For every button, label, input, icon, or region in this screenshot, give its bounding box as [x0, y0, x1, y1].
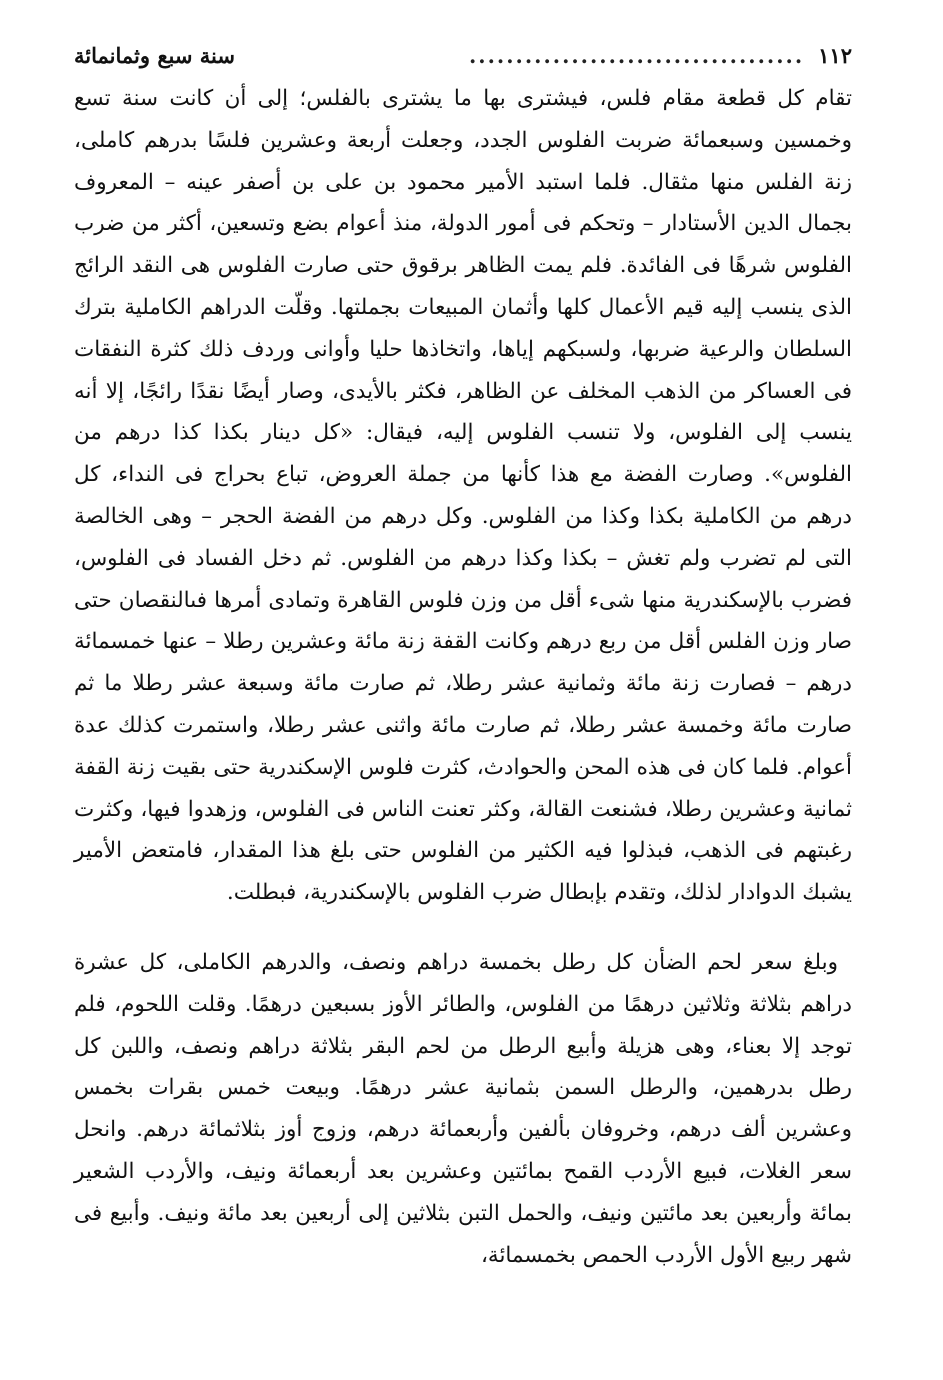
body-paragraph-1: تقام كل قطعة مقام فلس، فيشترى بها ما يشترى بالفلس؛ إلى أن كانت سنة تسع وخمسين وسبعمائة ضربت الفلوس الجدد، وجعلت أربعة وعشرين فلسًا بدرهم كاملى، زنة الفلس منها مثقال. فلما استبد الأمير محمود بن على بن أصفر عينه – المعروف بجمال الدين الأستادار – وتحكم فى أمور الدولة، منذ أعوام بضع وتسعين، أكثر من ضرب الفلوس شرهًا فى الفائدة. فلم يمت الظاهر برقوق حتى صارت الفلوس هى النقد الرائج الذى ينسب إليه قيم الأعمال كلها وأثمان المبيعات بجملتها. وقلّت الدراهم الكاملية بترك السلطان والرعية ضربها، ولسبكهم إياها، واتخاذها حليا وأوانى وردف ذلك كثرة النفقات فى العساكر من الذهب المخلف عن الظاهر، فكثر بالأيدى، وصار أيضًا نقدًا رائجًا، إلا أنه ينسب إلى الفلوس، ولا تنسب الفلوس إليه، فيقال: «كل دينار بكذا كذا درهم من الفلوس». وصارت الفضة مع هذا كأنها من جملة العروض، تباع بحراج فى النداء، كل درهم من الكاملية بكذا وكذا من الفلوس. وكل درهم من الفضة الحجر – وهى الخالصة التى لم تضرب ولم تغش – بكذا وكذا درهم من الفلوس. ثم دخل الفساد فى الفلوس، فضرب بالإسكندرية منها شىء أقل من وزن فلوس القاهرة وتمادى أمرها فىالنقصان حتى صار وزن الفلس أقل من ربع درهم وكانت القفة زنة مائة وعشرين رطلا – عنها خمسمائة درهم – فصارت زنة مائة وثمانية عشر رطلا، ثم صارت مائة وسبعة عشر رطلا ما ثم صارت مائة وخمسة عشر رطلا، ثم صارت مائة واثنى عشر رطلا، واستمرت كذلك عدة أعوام. فلما كان فى هذه المحن والحوادث، كثرت فلوس الإسكندرية حتى بقيت زنة القفة ثمانية وعشرين رطلا، فشنعت القالة، وكثر تعنت الناس فى الفلوس، وزهدوا فيها، وكثرت رغبتهم فى الذهب، فبذلوا فيه الكثير من الفلوس حتى بلغ هذا المقدار، فامتعض الأمير يشبك الدوادار لذلك، وتقدم بإبطال ضرب الفلوس بالإسكندرية، فبطلت.	[74, 86, 852, 906]
body-paragraph-2: وبلغ سعر لحم الضأن كل رطل بخمسة دراهم ونصف، والدرهم الكاملى، كل عشرة دراهم بثلاثة وثلاثين درهمًا من الفلوس، والطائر الأوز بسبعين درهمًا. وقلت اللحوم، فلم توجد إلا بعناء، وهى هزيلة وأبيع الرطل من لحم البقر بثلاثة دراهم ونصف، واللبن كل رطل بدرهمين، والرطل السمن بثمانية عشر درهمًا. وبيعت خمس بقرات بخمس وعشرين ألف درهم، وخروفان بألفين وأربعمائة درهم، وزوج أوز بثلاثمائة درهم. وانحل سعر الغلات، فبيع الأردب القمح بمائتين وعشرين بعد أربعمائة ونيف، والأردب الشعير بمائة وأربعين بعد مائتين ونيف، والحمل التبن بثلاثين إلى أربعين بعد مائة ونيف. وأبيع فى شهر ربيع الأول الأردب الحمص بخمسمائة،	[74, 949, 852, 1268]
book-page	[74, 38, 852, 1358]
running-title: سنة سبع وثمانمائة	[74, 43, 235, 68]
page-number: ١١٢	[818, 43, 852, 68]
header-leader-dots: ....................................	[468, 43, 805, 68]
running-header	[74, 38, 852, 74]
